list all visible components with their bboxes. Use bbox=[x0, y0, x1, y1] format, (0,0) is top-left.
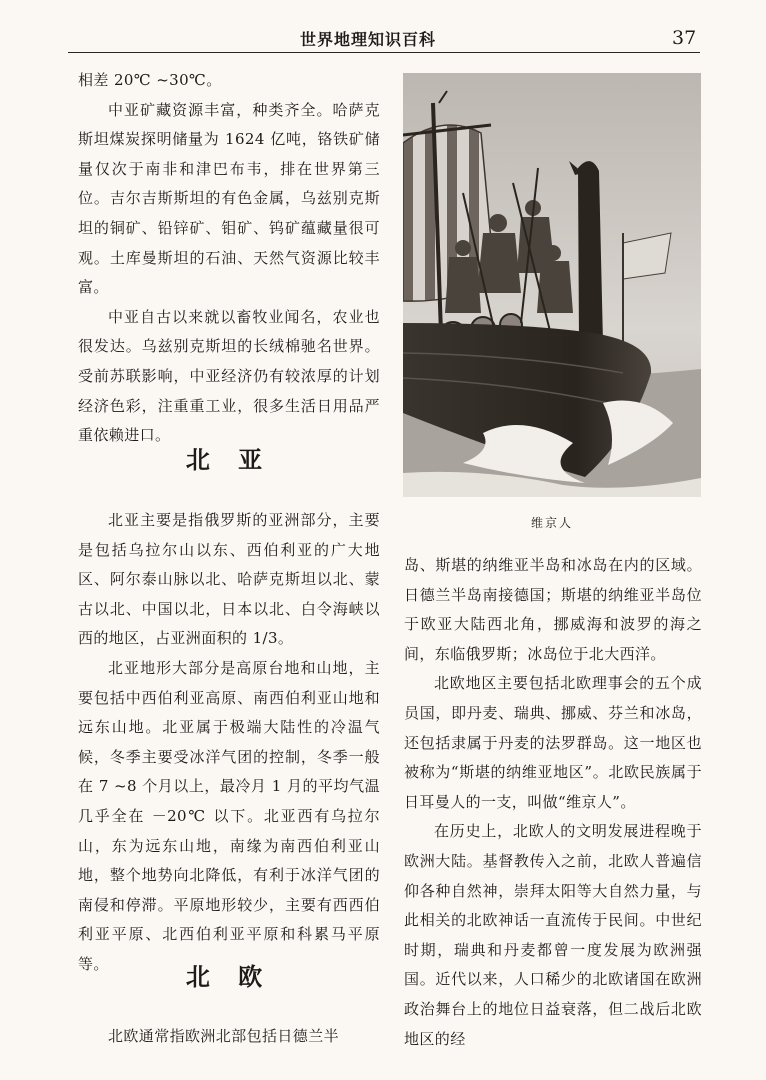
left-column-top bbox=[78, 66, 380, 451]
book-title: 世界地理知识百科 bbox=[300, 30, 437, 49]
paragraph-minerals: 中亚矿藏资源丰富，种类齐全。哈萨克斯坦煤炭探明储量为 1624 亿吨，铬铁矿储量仅次于南非和津巴布韦，排在世界第三位。吉尔吉斯斯坦的有色金属，乌兹别克斯坦的铜矿、铅锌矿、钼矿、钨矿蕴藏量很可观。土库曼斯坦的石油、天然气资源比较丰富。 bbox=[78, 100, 380, 297]
paragraph-north-asia-1: 北亚主要是指俄罗斯的亚洲部分，主要是包括乌拉尔山以东、西伯利亚的广大地区、阿尔泰山脉以北、哈萨克斯坦以北、蒙古以北、中国以北，日本以北、白令海峡以西的地区，占亚洲面积的 1/3。 bbox=[78, 511, 380, 648]
figure-caption: 维京人 bbox=[530, 516, 573, 530]
heading-north-asia: 北 亚 bbox=[185, 446, 273, 474]
paragraph-continued: 岛、斯堪的纳维亚半岛和冰岛在内的区域。日德兰半岛南接德国；斯堪的纳维亚半岛位于欧亚大陆西北角，挪威海和波罗的海之间，东临俄罗斯；冰岛位于北大西洋。 bbox=[404, 556, 702, 663]
paragraph-history: 在历史上，北欧人的文明发展进程晚于欧洲大陆。基督教传入之前，北欧人普遍信仰各种自然神，崇拜太阳等大自然力量，与此相关的北欧神话一直流传于民间。中世纪时期，瑞典和丹麦都曾一度发展为欧洲强国。近代以来，人口稀少的北欧诸国在欧洲政治舞台上的地位日益衰落，但二战后北欧地区的经 bbox=[404, 822, 702, 1048]
paragraph-economy: 中亚自古以来就以畜牧业闻名，农业也很发达。乌兹别克斯坦的长绒棉驰名世界。受前苏联影响，中亚经济仍有较浓厚的计划经济色彩，注重重工业，很多生活日用品严重依赖进口。 bbox=[78, 307, 380, 445]
intro-text: 相差 20℃ ~30℃。 bbox=[78, 71, 222, 89]
viking-ship-illustration bbox=[403, 73, 701, 497]
heading-north-europe: 北 欧 bbox=[185, 963, 273, 991]
header-rule bbox=[68, 52, 700, 53]
paragraph-north-asia-2: 北亚地形大部分是高原台地和山地，主要包括中西伯利亚高原、南西伯利亚山地和远东山地。北亚属于极端大陆性的冷温气候，冬季主要受冰洋气团的控制，冬季一般在 7 ~8 个月以上，最冷月 1 月的平均气温几乎全在 －20℃ 以下。北亚西有乌拉尔山，东为远东山地，南缘为南西伯利亚山地，整个地势向北降低，有利于冰洋气团的南侵和停滞。平原地形较少，主要有西西伯利亚平原、北西伯利亚平原和科累马平原等。 bbox=[78, 658, 380, 973]
left-column-middle bbox=[78, 506, 380, 980]
page-number: 37 bbox=[672, 27, 697, 49]
left-column-bottom bbox=[78, 1022, 380, 1052]
paragraph-north-europe-start: 北欧通常指欧洲北部包括日德兰半 bbox=[108, 1027, 340, 1045]
right-column bbox=[404, 551, 702, 1054]
paragraph-countries: 北欧地区主要包括北欧理事会的五个成员国，即丹麦、瑞典、挪威、芬兰和冰岛，还包括隶属于丹麦的法罗群岛。这一地区也被称为“斯堪的纳维亚地区”。北欧民族属于日耳曼人的一支，叫做“维京人”。 bbox=[404, 674, 702, 811]
